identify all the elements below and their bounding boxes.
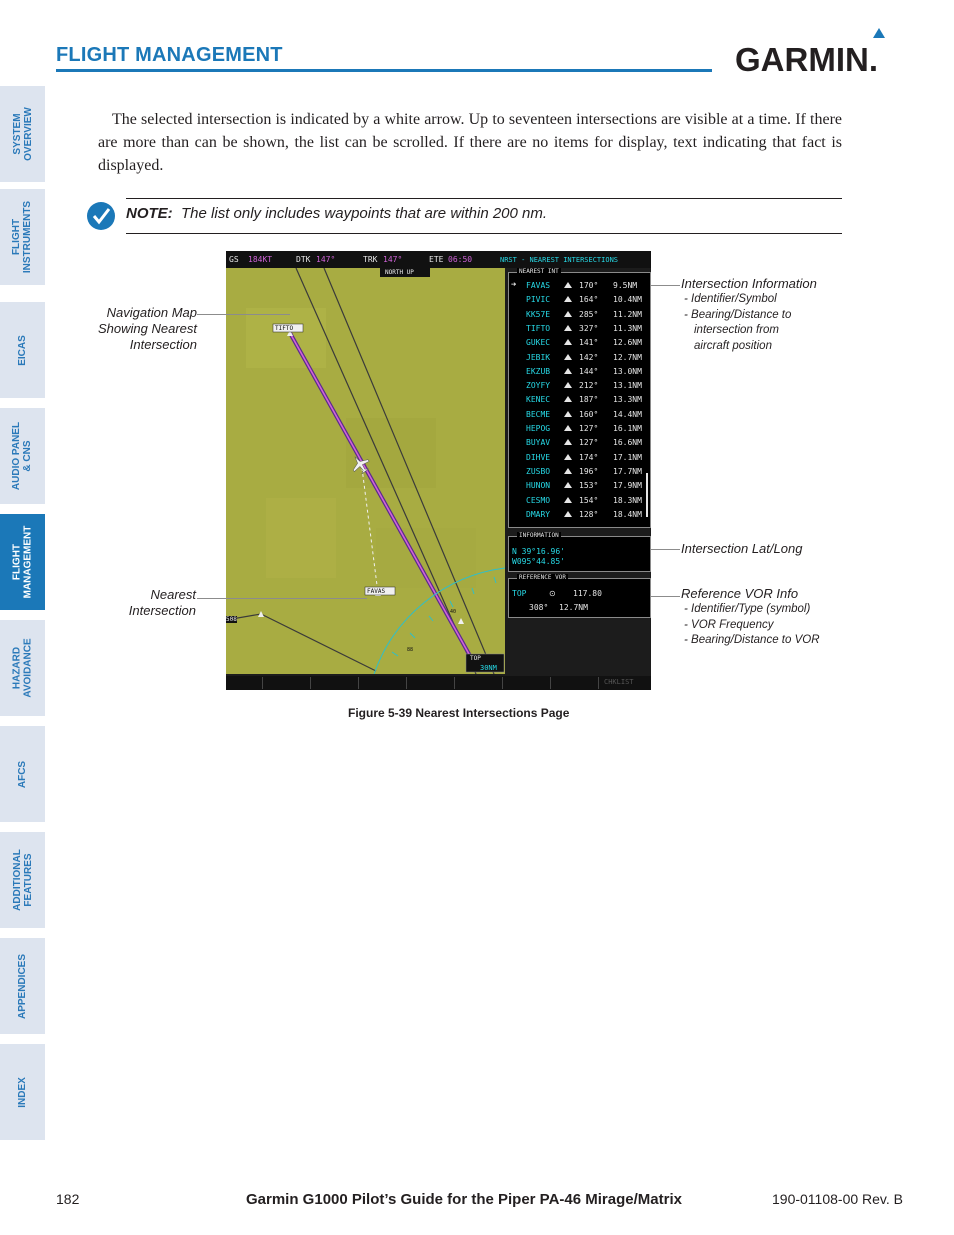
intersection-bearing: 196° xyxy=(579,466,599,476)
nearest-int-box xyxy=(508,268,651,528)
intersection-id: FAVAS xyxy=(526,281,551,290)
map-graphics xyxy=(226,268,505,674)
intersection-distance: 18.4NM xyxy=(613,509,642,519)
table-row[interactable] xyxy=(509,422,649,436)
intersection-id: KENEC xyxy=(526,395,551,405)
figure-caption: Figure 5-39 Nearest Intersections Page xyxy=(348,706,570,720)
intersection-id: ZOYFY xyxy=(526,381,551,391)
reference-vor-box xyxy=(508,574,651,618)
callout-ref-vor: Reference VOR Info xyxy=(681,586,799,601)
softkey[interactable] xyxy=(551,677,599,689)
tab-afcs[interactable] xyxy=(0,726,45,822)
ete-value: 06:50 xyxy=(448,255,473,264)
map-number: 40 xyxy=(450,609,457,615)
softkey[interactable] xyxy=(407,677,455,689)
tab-label: FLIGHT INSTRUMENTS xyxy=(11,200,34,274)
tab-label: APPENDICES xyxy=(17,953,29,1019)
softkey[interactable] xyxy=(359,677,407,689)
note-rule-top xyxy=(126,198,842,199)
leader-line xyxy=(651,596,680,597)
intersection-id: KK57E xyxy=(526,309,551,319)
logo-wordmark: GARMIN. xyxy=(735,41,878,76)
vor-id: TOP xyxy=(512,589,527,598)
intersection-symbol-icon xyxy=(564,311,572,317)
trk-value: 147° xyxy=(383,255,403,264)
softkey[interactable] xyxy=(455,677,503,689)
intersection-distance: 12.7NM xyxy=(613,352,642,362)
callout-item: intersection from xyxy=(694,324,780,336)
garmin-logo xyxy=(733,26,899,76)
table-row[interactable] xyxy=(509,379,649,393)
intersection-distance: 17.1NM xyxy=(613,452,642,462)
intersection-distance: 9.5NM xyxy=(613,281,638,290)
tab-label: HAZARD AVOIDANCE xyxy=(11,638,34,698)
dtk-value: 147° xyxy=(316,255,336,264)
gs-label: GS xyxy=(229,255,239,264)
callout-nav-map: Navigation Map Showing Nearest Intersection xyxy=(98,305,197,352)
vor-frequency: 117.80 xyxy=(573,589,602,598)
intersection-bearing: 170° xyxy=(579,281,599,290)
nearest-int-title: NEAREST INT xyxy=(519,268,559,275)
callout-item: - VOR Frequency xyxy=(684,618,774,631)
intersection-bearing: 160° xyxy=(579,409,599,419)
table-row[interactable] xyxy=(509,365,649,379)
intersection-id: DMARY xyxy=(526,509,551,519)
intersection-bearing: 154° xyxy=(579,495,599,505)
softkey-checklist-label: CHKLIST xyxy=(604,678,634,686)
tab-label: ADDITIONAL FEATURES xyxy=(11,849,34,911)
intersection-id: ZUSBO xyxy=(526,466,551,476)
information-box xyxy=(508,532,651,572)
intersection-distance: 17.9NM xyxy=(613,481,642,491)
map-number: 88 xyxy=(407,647,414,653)
tab-hazard-avoidance[interactable] xyxy=(0,620,45,716)
intersection-id: TIFTO xyxy=(526,323,551,333)
intersection-distance: 16.1NM xyxy=(613,424,642,433)
intersection-symbol-icon xyxy=(564,454,572,460)
leader-line xyxy=(197,314,290,315)
longitude: W095°44.85' xyxy=(512,557,565,566)
intersection-distance: 12.6NM xyxy=(613,338,642,348)
selected-arrow-icon: ➔ xyxy=(511,280,517,290)
tab-additional-features[interactable] xyxy=(0,832,45,928)
intersection-distance: 13.0NM xyxy=(613,366,642,376)
callout-item: - Identifier/Symbol xyxy=(684,293,777,305)
table-row[interactable] xyxy=(509,322,649,336)
body-paragraph: The selected intersection is indicated by a white arrow. Up to seventeen intersections are visible at a time. If there are more than can be shown, the list can be scrolled. If there are no items for display, text indicating that fact is displayed. xyxy=(98,111,842,174)
note-label: NOTE: xyxy=(126,205,173,222)
leader-line xyxy=(197,598,367,599)
tab-label: SYSTEM OVERVIEW xyxy=(11,107,34,161)
map-range: 30NM xyxy=(480,664,497,672)
intersection-bearing: 212° xyxy=(579,381,599,391)
intersection-id: HEPOG xyxy=(526,424,551,433)
note xyxy=(126,205,547,222)
intersection-distance: 16.6NM xyxy=(613,438,642,448)
tab-flight-management[interactable] xyxy=(0,514,45,610)
intersection-id: DIHVE xyxy=(526,452,551,462)
table-row[interactable] xyxy=(509,351,649,365)
intersection-bearing: 164° xyxy=(579,295,599,305)
intersection-bearing: 174° xyxy=(579,452,599,462)
intersection-symbol-icon xyxy=(564,382,572,388)
table-row[interactable] xyxy=(509,436,649,450)
softkey[interactable] xyxy=(226,677,263,689)
tab-label: AUDIO PANEL & CNS xyxy=(11,421,34,491)
intersection-distance: 10.4NM xyxy=(613,295,642,305)
intersection-symbol-icon xyxy=(564,368,572,374)
map-label-favas: FAVAS xyxy=(367,588,386,595)
intersection-distance: 18.3NM xyxy=(613,495,642,505)
softkey[interactable] xyxy=(503,677,551,689)
intersection-distance: 13.3NM xyxy=(613,395,642,405)
intersection-distance: 11.2NM xyxy=(613,309,642,319)
intersection-symbol-icon xyxy=(564,439,572,445)
callout-lat-long: Intersection Lat/Long xyxy=(681,541,803,556)
ete-label: ETE xyxy=(429,255,444,264)
note-text: The list only includes waypoints that are within 200 nm. xyxy=(181,205,548,222)
tab-index[interactable] xyxy=(0,1044,45,1140)
intersection-id: BECME xyxy=(526,409,551,419)
intersection-symbol-icon xyxy=(564,325,572,331)
tab-system-overview[interactable] xyxy=(0,86,45,182)
garmin-delta-icon xyxy=(873,28,885,38)
tab-audio-panel-cns[interactable] xyxy=(0,408,45,504)
map-label-tifto: TIFTO xyxy=(275,325,294,332)
intersection-bearing: 142° xyxy=(579,352,599,362)
note-rule-bottom xyxy=(126,233,842,234)
intersection-bearing: 128° xyxy=(579,509,599,519)
intersection-distance: 14.4NM xyxy=(613,409,642,419)
tab-flight-instruments[interactable] xyxy=(0,189,45,285)
table-row[interactable] xyxy=(509,393,649,407)
softkey-checklist[interactable] xyxy=(599,677,650,689)
title-rule xyxy=(56,69,712,72)
table-row[interactable] xyxy=(509,494,649,508)
latitude: N 39°16.96' xyxy=(512,547,565,556)
callout-item: - Identifier/Type (symbol) xyxy=(684,603,811,615)
intersection-symbol-icon xyxy=(564,396,572,402)
map-orientation[interactable]: NORTH UP xyxy=(385,269,414,276)
page-title-text: NRST - NEAREST INTERSECTIONS xyxy=(500,256,619,264)
intersection-id: CESMO xyxy=(526,495,551,505)
callout-intersection-info: Intersection Information xyxy=(681,276,817,291)
vor-symbol-icon: ⊙ xyxy=(549,589,556,598)
reference-vor-title: REFERENCE VOR xyxy=(519,574,566,581)
intersection-symbol-icon xyxy=(564,354,572,360)
intersection-bearing: 187° xyxy=(579,395,599,405)
intersection-id: HUNON xyxy=(526,481,551,491)
intersection-symbol-icon xyxy=(564,282,572,288)
table-row[interactable] xyxy=(509,293,649,307)
table-row[interactable] xyxy=(509,408,649,422)
intersection-id: GUKEC xyxy=(526,338,551,348)
callout-item: aircraft position xyxy=(694,339,772,352)
intersection-bearing: 153° xyxy=(579,481,599,491)
intersection-distance: 13.1NM xyxy=(613,381,642,391)
table-row[interactable] xyxy=(509,279,649,293)
scrollbar[interactable] xyxy=(646,473,648,517)
intersection-bearing: 144° xyxy=(579,366,599,376)
page-number: 182 xyxy=(56,1191,80,1207)
table-row[interactable] xyxy=(509,465,649,479)
intersection-bearing: 285° xyxy=(579,309,599,319)
page-title xyxy=(498,253,651,266)
section-title: FLIGHT MANAGEMENT xyxy=(56,44,283,66)
note-check-icon xyxy=(86,201,116,231)
intersection-symbol-icon xyxy=(564,468,572,474)
navigation-map[interactable] xyxy=(226,268,505,674)
leader-line xyxy=(651,549,680,550)
intersection-symbol-icon xyxy=(564,411,572,417)
intersection-id: BUYAV xyxy=(526,438,551,448)
intersection-id: PIVIC xyxy=(526,295,551,305)
intersection-distance: 17.7NM xyxy=(613,466,642,476)
tab-label: EICAS xyxy=(17,334,28,366)
mfd-screen xyxy=(226,251,651,690)
intersection-symbol-icon xyxy=(564,425,572,431)
callout-nearest-intersection: Nearest Intersection xyxy=(128,587,196,618)
table-row[interactable] xyxy=(509,479,649,493)
intersection-bearing: 127° xyxy=(579,424,599,433)
vor-distance: 12.7NM xyxy=(559,603,588,612)
intersection-symbol-icon xyxy=(564,497,572,503)
intersection-symbol-icon xyxy=(564,511,572,517)
trk-label: TRK xyxy=(363,255,378,264)
intersection-bearing: 141° xyxy=(579,338,599,348)
doc-number: 190-01108-00 Rev. B xyxy=(772,1191,904,1207)
table-row[interactable] xyxy=(509,451,649,465)
vor-bearing: 308° xyxy=(529,603,549,612)
table-row[interactable] xyxy=(509,336,649,350)
intersection-id: JEBIK xyxy=(526,352,551,362)
book-title: Garmin G1000 Pilot’s Guide for the Piper PA-46 Mirage/Matrix xyxy=(246,1191,682,1208)
table-row[interactable] xyxy=(509,308,649,322)
map-vor-label: TOP xyxy=(470,655,481,662)
information-title: INFORMATION xyxy=(519,532,559,539)
tab-label: FLIGHT MANAGEMENT xyxy=(11,525,34,599)
intersection-bearing: 327° xyxy=(579,323,599,333)
softkey[interactable] xyxy=(311,677,359,689)
tab-label: AFCS xyxy=(16,760,28,788)
map-edge-label: 508 xyxy=(226,616,237,623)
tab-appendices[interactable] xyxy=(0,938,45,1034)
tab-eicas[interactable] xyxy=(0,302,45,398)
softkey[interactable] xyxy=(263,677,311,689)
intersection-id: EKZUB xyxy=(526,366,551,376)
gs-value: 184KT xyxy=(248,255,273,264)
callout-item: - Bearing/Distance to xyxy=(684,308,792,321)
intersection-bearing: 127° xyxy=(579,438,599,448)
callout-item: - Bearing/Distance to VOR xyxy=(684,634,820,646)
dtk-label: DTK xyxy=(296,255,311,264)
intersection-symbol-icon xyxy=(564,296,572,302)
tab-label: INDEX xyxy=(17,1076,28,1108)
intersection-symbol-icon xyxy=(564,482,572,488)
leader-line xyxy=(651,285,680,286)
table-row[interactable] xyxy=(509,508,649,522)
intersection-distance: 11.3NM xyxy=(613,323,642,333)
intersection-symbol-icon xyxy=(564,339,572,345)
softkey-bar xyxy=(226,676,651,690)
